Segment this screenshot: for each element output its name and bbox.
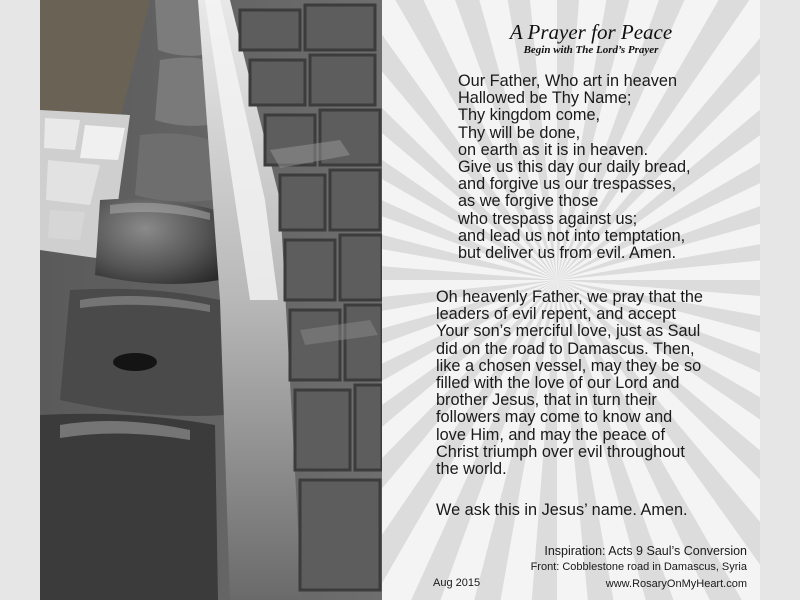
lords-prayer-line: Hallowed be Thy Name;	[458, 89, 632, 108]
prayer-title: A Prayer for Peace	[509, 20, 673, 44]
credits	[531, 543, 747, 593]
peace-prayer-line: Oh heavenly Father, we pray that the	[436, 288, 703, 306]
peace-prayer-line: filled with the love of our Lord and	[436, 374, 680, 393]
left-border-band	[0, 0, 40, 600]
peace-prayer-line: the world.	[436, 460, 507, 479]
lords-prayer-line: Thy will be done,	[458, 123, 581, 142]
right-border-band	[760, 0, 800, 600]
peace-prayer-line: love Him, and may the peace of	[436, 425, 665, 444]
peace-prayer	[436, 289, 752, 478]
lords-prayer-line: on earth as it is in heaven.	[458, 140, 649, 159]
front-caption: Front: Cobblestone road in Damascus, Syria	[530, 561, 747, 573]
inspiration-credit: Inspiration: Acts 9 Saul’s Conversion	[544, 544, 747, 558]
lords-prayer-line: and forgive us our trespasses,	[458, 175, 677, 194]
peace-prayer-line: followers may come to know and	[436, 408, 673, 427]
lords-prayer-line: who trespass against us;	[458, 209, 638, 228]
prayer-card	[382, 0, 760, 600]
peace-prayer-line: Christ triumph over evil throughout	[436, 442, 685, 461]
peace-prayer-line: brother Jesus, that in turn their	[436, 391, 657, 410]
lords-prayer-line: and lead us not into temptation,	[458, 226, 686, 245]
date-label: Aug 2015	[433, 577, 481, 589]
lords-prayer	[458, 73, 758, 262]
website-credit: www.RosaryOnMyHeart.com	[605, 578, 747, 590]
lords-prayer-line: Thy kingdom come,	[458, 106, 601, 125]
lords-prayer-line: but deliver us from evil. Amen.	[458, 244, 677, 263]
peace-prayer-line: Your son’s merciful love, just as Saul	[436, 322, 701, 341]
lords-prayer-line: Give us this day our daily bread,	[458, 158, 691, 177]
prayer-subtitle: Begin with The Lord’s Prayer	[523, 44, 659, 56]
lords-prayer-line: as we forgive those	[458, 192, 599, 211]
peace-prayer-line: leaders of evil repent, and accept	[436, 305, 676, 324]
peace-prayer-line: did on the road to Damascus. Then,	[436, 339, 695, 358]
peace-prayer-line: like a chosen vessel, may they be so	[436, 356, 702, 375]
lords-prayer-line: Our Father, Who art in heaven	[458, 72, 678, 90]
closing-line: We ask this in Jesus’ name. Amen.	[436, 501, 688, 519]
cobblestone-photo	[40, 0, 382, 600]
